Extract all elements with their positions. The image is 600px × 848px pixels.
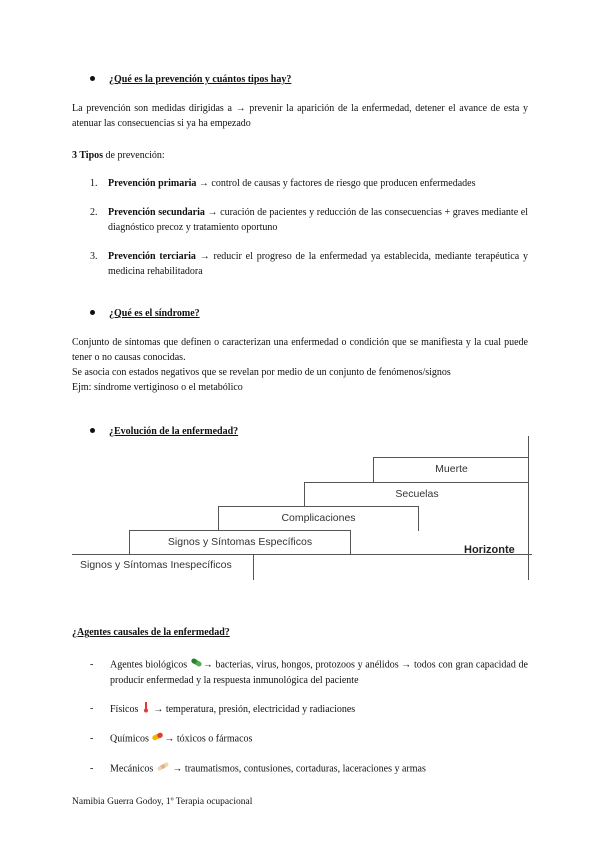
prevention-item bbox=[90, 205, 528, 235]
diagram-right-border bbox=[528, 436, 529, 580]
syndrome-line: Conjunto de síntomas que definen o caracterizan una enfermedad o condición que se manifiesta y la cual puede tener o no causas conocidas. bbox=[72, 337, 528, 363]
agent-item bbox=[90, 701, 528, 718]
agent-item bbox=[90, 761, 528, 777]
thermometer-icon bbox=[141, 701, 151, 718]
agent-label: Mecánicos bbox=[110, 763, 156, 775]
types-bold: 3 Tipos bbox=[72, 150, 104, 161]
heading-text: ¿Agentes causales de la enfermedad? bbox=[72, 627, 230, 638]
section-heading-syndrome bbox=[90, 308, 200, 319]
agent-item bbox=[90, 731, 528, 747]
disease-evolution-diagram bbox=[72, 436, 532, 584]
agent-text: → tóxicos o fármacos bbox=[164, 733, 253, 745]
step-sequelae: Secuelas bbox=[304, 482, 529, 507]
agent-text: → traumatismos, contusiones, cortaduras, laceraciones y armas bbox=[169, 763, 426, 775]
item-number: 2. bbox=[90, 207, 98, 218]
prevention-item bbox=[90, 249, 528, 279]
pill-icon bbox=[151, 731, 164, 747]
prevention-definition: La prevención son medidas dirigidas a → prevenir la aparición de la enfermedad, detener el avance de esta y atenuar las consecuencias si ya ha empezado bbox=[72, 103, 528, 129]
item-text: → control de causas y factores de riesgo que producen enfermedades bbox=[196, 178, 476, 189]
bullet-dot bbox=[90, 428, 95, 433]
step-death: Muerte bbox=[373, 457, 529, 483]
prevention-item bbox=[90, 176, 528, 191]
footer-author: Namibia Guerra Godoy, 1º Terapia ocupacional bbox=[72, 797, 253, 807]
item-number: 1. bbox=[90, 178, 98, 189]
item-text: → curación de pacientes y reducción de las consecuencias + graves mediante el diagnóstico precoz y tratamiento oportuno bbox=[108, 207, 528, 233]
syndrome-line: Ejm: síndrome vertiginoso o el metabólico bbox=[72, 382, 243, 393]
agent-label: Agentes biológicos bbox=[110, 659, 190, 671]
item-title: Prevención terciaria bbox=[108, 251, 196, 262]
agent-label: Físicos bbox=[110, 703, 141, 715]
step-complications: Complicaciones bbox=[218, 506, 419, 531]
agent-text: → bacterias, virus, hongos, protozoos y anélidos → todos con gran capacidad de producir enfermedad y la respuesta inmunológica del paciente bbox=[110, 659, 528, 686]
agent-label: Químicos bbox=[110, 733, 152, 745]
heading-text: ¿Evolución de la enfermedad? bbox=[109, 426, 239, 437]
item-text: → reducir el progreso de la enfermedad ya establecida, mediante terapéutica y medicina rehabilitadora bbox=[108, 251, 528, 277]
types-rest: de prevención: bbox=[103, 150, 165, 161]
dash-marker: - bbox=[90, 659, 94, 670]
bandage-icon bbox=[156, 761, 170, 777]
syndrome-line: Se asocia con estados negativos que se revelan por medio de un conjunto de fenómenos/signos bbox=[72, 367, 451, 378]
step-unspecific-signs: Signos y Síntomas Inespecíficos bbox=[72, 554, 254, 580]
syndrome-definition bbox=[72, 335, 528, 395]
item-number: 3. bbox=[90, 251, 98, 262]
agent-item bbox=[90, 657, 528, 688]
section-heading-agents bbox=[72, 627, 230, 638]
section-heading-prevention bbox=[90, 74, 291, 85]
bullet-dot bbox=[90, 76, 95, 81]
dash-marker: - bbox=[90, 763, 94, 774]
pill-capsule-green-icon bbox=[190, 657, 203, 673]
item-title: Prevención primaria bbox=[108, 178, 197, 189]
bullet-dot bbox=[90, 310, 95, 315]
types-intro bbox=[72, 148, 528, 163]
agent-text: → temperatura, presión, electricidad y radiaciones bbox=[153, 703, 356, 715]
item-title: Prevención secundaria bbox=[108, 207, 205, 218]
horizon-label: Horizonte bbox=[464, 544, 515, 556]
heading-text: ¿Qué es la prevención y cuántos tipos hay? bbox=[109, 74, 292, 85]
heading-text: ¿Qué es el síndrome? bbox=[109, 308, 200, 319]
dash-marker: - bbox=[90, 703, 94, 714]
dash-marker: - bbox=[90, 733, 94, 744]
step-specific-signs: Signos y Síntomas Específicos bbox=[129, 530, 351, 555]
